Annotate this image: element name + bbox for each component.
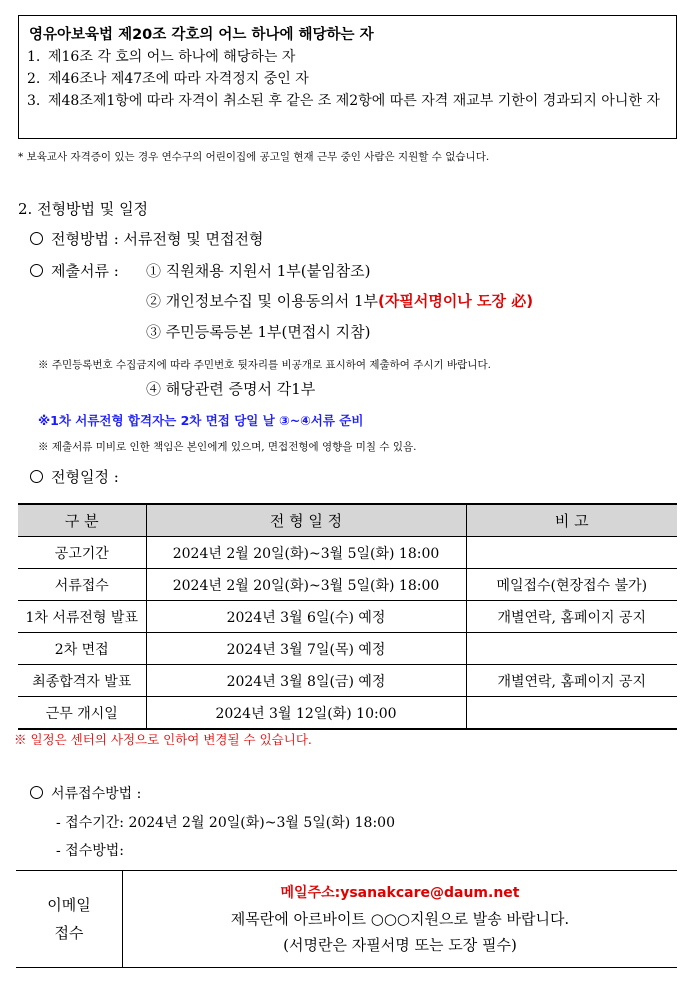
cell-date: 2024년 3월 8일(금) 예정 — [146, 665, 466, 697]
table-row — [18, 569, 677, 601]
blue-note: ※1차 서류전형 합격자는 2차 면접 당일 날 ③~④서류 준비 — [38, 413, 364, 428]
docs-label: 제출서류 : — [51, 262, 119, 280]
schedule-table — [18, 503, 677, 730]
cell-category: 서류접수 — [18, 569, 146, 601]
cell-category: 근무 개시일 — [18, 697, 146, 730]
list-item — [27, 68, 672, 90]
email-label-line1: 이메일 — [47, 896, 91, 914]
list-item-text: 제16조 각 호의 어느 하나에 해당하는 자 — [48, 49, 296, 65]
resident-note: ※ 주민등록번호 수집금지에 따라 주민번호 뒷자리를 비공개로 표시하여 제출하여 주시기 바랍니다. — [38, 359, 491, 371]
schedule-label: 전형일정 : — [51, 468, 119, 486]
signature-note: (서명란은 자필서명 또는 도장 필수) — [283, 936, 517, 954]
table-row — [18, 697, 677, 730]
list-item — [27, 90, 672, 112]
circle-bullet-icon — [30, 786, 43, 799]
eligibility-list — [27, 46, 672, 112]
cell-date: 2024년 3월 12일(화) 10:00 — [146, 697, 466, 730]
eligibility-note: * 보육교사 자격증이 있는 경우 연수구의 어린이집에 공고일 현재 근무 중인 사람은 지원할 수 없습니다. — [18, 151, 490, 163]
cell-note — [466, 633, 677, 665]
section-heading: 2. 전형방법 및 일정 — [18, 200, 149, 218]
email-label-line2: 접수 — [54, 924, 84, 942]
submission-period: - 접수기간: 2024년 2월 20일(화)~3월 5일(화) 18:00 — [56, 815, 396, 831]
header-date: 전 형 일 정 — [146, 504, 466, 537]
cell-date: 2024년 3월 6일(수) 예정 — [146, 601, 466, 633]
list-item-number: 2. — [27, 71, 41, 87]
doc-item-3: ③ 주민등록등본 1부(면접시 지참) — [146, 323, 371, 341]
cell-date: 2024년 3월 7일(목) 예정 — [146, 633, 466, 665]
cell-date: 2024년 2월 20일(화)~3월 5일(화) 18:00 — [146, 569, 466, 601]
cell-category: 1차 서류전형 발표 — [18, 601, 146, 633]
eligibility-box — [18, 15, 677, 139]
doc-item-2-text: ② 개인정보수집 및 이용동의서 1부 — [146, 292, 378, 310]
table-header-row — [18, 504, 677, 537]
method-text: 전형방법 : 서류전형 및 면접전형 — [51, 230, 264, 248]
eligibility-title: 영유아보육법 제20조 각호의 어느 하나에 해당하는 자 — [29, 27, 374, 43]
cell-note: 개별연락, 홈페이지 공지 — [466, 601, 677, 633]
circle-bullet-icon — [30, 264, 43, 277]
list-item — [27, 46, 672, 68]
cell-date: 2024년 2월 20일(화)~3월 5일(화) 18:00 — [146, 537, 466, 569]
schedule-change-note: ※ 일정은 센터의 사정으로 인하여 변경될 수 있습니다. — [14, 732, 312, 747]
docs-line — [30, 260, 119, 281]
submission-heading: 서류접수방법 : — [51, 786, 142, 802]
cell-note: 메일접수(현장접수 불가) — [466, 569, 677, 601]
doc-item-2-red-note: (자필서명이나 도장 必) — [378, 292, 534, 310]
cell-category: 공고기간 — [18, 537, 146, 569]
cell-note — [466, 697, 677, 730]
doc-item-1: ① 직원채용 지원서 1부(붙임참조) — [146, 262, 371, 280]
doc-item-4: ④ 해당관련 증명서 각1부 — [146, 380, 316, 398]
cell-note: 개별연락, 홈페이지 공지 — [466, 665, 677, 697]
table-row — [18, 665, 677, 697]
doc-item-2 — [146, 290, 533, 311]
circle-bullet-icon — [30, 470, 43, 483]
cell-note — [466, 537, 677, 569]
email-address[interactable]: 메일주소:ysanakcare@daum.net — [280, 885, 520, 901]
liability-note: ※ 제출서류 미비로 인한 책임은 본인에게 있으며, 면접전형에 영향을 미칠 수 있음. — [38, 441, 417, 453]
submission-method: - 접수방법: — [56, 843, 124, 859]
table-row — [18, 537, 677, 569]
header-category: 구 분 — [18, 504, 146, 537]
table-row — [16, 871, 677, 968]
method-line — [30, 228, 264, 249]
cell-category: 2차 면접 — [18, 633, 146, 665]
email-label-cell — [16, 871, 123, 968]
list-item-number: 3. — [27, 93, 41, 109]
list-item-text: 제46조나 제47조에 따라 자격정지 중인 자 — [48, 71, 309, 87]
header-note: 비 고 — [466, 504, 677, 537]
table-row — [18, 633, 677, 665]
email-instruction: 제목란에 아르바이트 ○○○지원으로 발송 바랍니다. — [230, 910, 570, 928]
submission-heading-line — [30, 783, 141, 803]
cell-category: 최종합격자 발표 — [18, 665, 146, 697]
schedule-label-line — [30, 466, 119, 487]
list-item-text: 제48조제1항에 따라 자격이 취소된 후 같은 조 제2항에 따른 자격 재교부 기한이 경과되지 아니한 자 — [48, 93, 660, 109]
email-submission-table — [16, 870, 677, 968]
email-content-cell — [123, 871, 678, 968]
circle-bullet-icon — [30, 232, 43, 245]
list-item-number: 1. — [27, 49, 41, 65]
table-row — [18, 601, 677, 633]
